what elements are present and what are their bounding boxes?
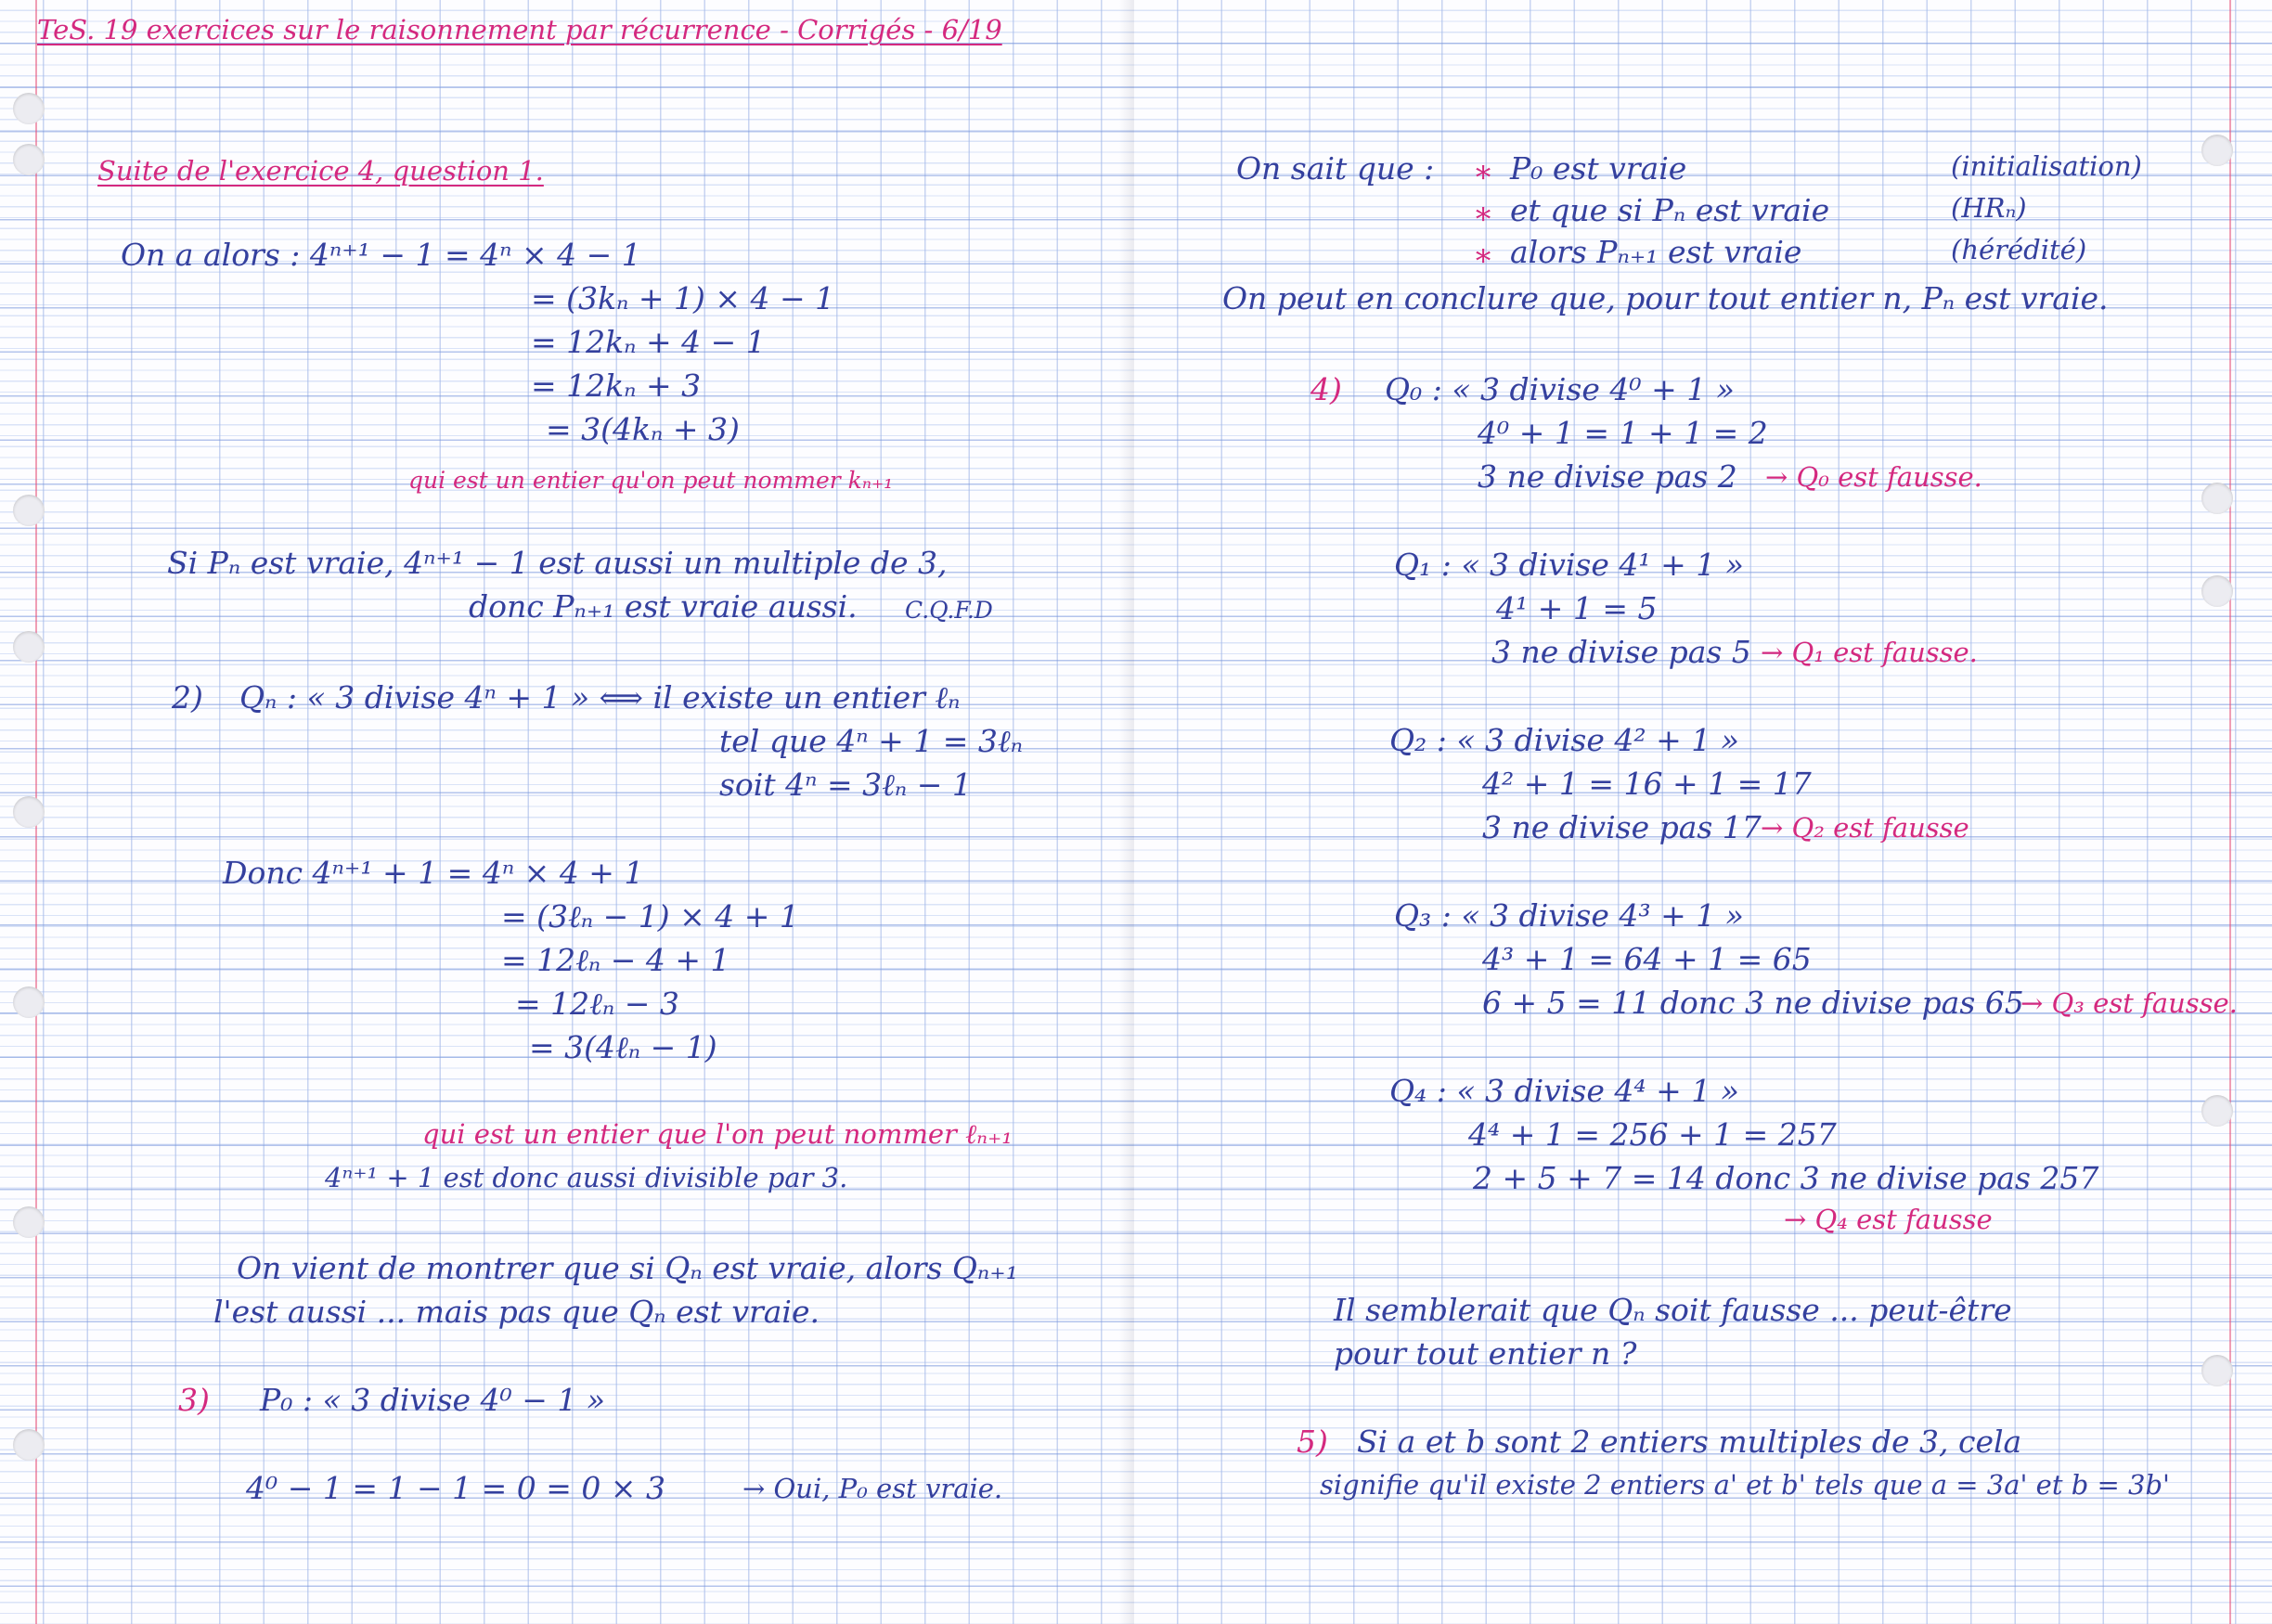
q2-line2: tel que 4ⁿ + 1 = 3ℓₙ — [719, 723, 1023, 759]
q1-line2: = (3kₙ + 1) × 4 − 1 — [531, 280, 835, 316]
recap-tag-3: (hérédité) — [1951, 234, 2087, 265]
recap-star-3: ∗ — [1473, 237, 1494, 273]
q5-line2: signifie qu'il existe 2 entiers a' et b' tels que a = 3a' et b = 3b' — [1320, 1469, 2171, 1501]
binder-hole — [13, 796, 45, 828]
q4-q3-result: → Q₃ est fausse. — [2020, 987, 2238, 1019]
binder-hole — [13, 144, 45, 175]
binder-hole — [13, 495, 45, 526]
q1-conclusion-2: donc Pₙ₊₁ est vraie aussi. — [469, 588, 858, 625]
q4-q4-head: Q₄ : « 3 divise 4⁴ + 1 » — [1389, 1073, 1739, 1109]
q4-guess-1: Il semblerait que Qₙ soit fausse ... peut-être — [1334, 1292, 2012, 1328]
q2-line1: Qₙ : « 3 divise 4ⁿ + 1 » ⟺ il existe un entier ℓₙ — [239, 679, 961, 715]
q4-q3-line1: 4³ + 1 = 64 + 1 = 65 — [1482, 941, 1812, 977]
binder-hole — [13, 1206, 45, 1238]
q3-line2: 4⁰ − 1 = 1 − 1 = 0 = 0 × 3 — [246, 1470, 665, 1506]
q4-q3-head: Q₃ : « 3 divise 4³ + 1 » — [1394, 897, 1744, 934]
binder-hole — [13, 93, 45, 124]
q2-number: 2) — [172, 679, 203, 715]
binder-hole — [2201, 483, 2233, 514]
page-title: TeS. 19 exercices sur le raisonnement par récurrence - Corrigés - 6/19 — [37, 14, 1002, 45]
q2-summary-1: On vient de montrer que si Qₙ est vraie, alors Qₙ₊₁ — [237, 1250, 1018, 1286]
q4-q4-line2: 2 + 5 + 7 = 14 donc 3 ne divise pas 257 — [1473, 1160, 2099, 1196]
q1-note: qui est un entier qu'on peut nommer kₙ₊₁ — [408, 467, 894, 494]
right-page — [1134, 0, 2272, 1624]
q2-donc-5: = 3(4ℓₙ − 1) — [529, 1029, 717, 1065]
q4-q1-line1: 4¹ + 1 = 5 — [1496, 590, 1658, 626]
q3-answer: → Oui, P₀ est vraie. — [742, 1473, 1003, 1504]
q2-note: qui est un entier que l'on peut nommer ℓₙ₊₁ — [422, 1118, 1013, 1150]
left-page — [0, 0, 1134, 1624]
section-heading: Suite de l'exercice 4, question 1. — [97, 155, 544, 187]
recap-item-2: et que si Pₙ est vraie — [1510, 192, 1830, 228]
q3-line1: P₀ : « 3 divise 4⁰ − 1 » — [260, 1382, 606, 1418]
recap-item-1: P₀ est vraie — [1510, 150, 1687, 187]
q3-number: 3) — [178, 1382, 210, 1418]
q4-q1-head: Q₁ : « 3 divise 4¹ + 1 » — [1394, 547, 1744, 583]
q4-q4-line1: 4⁴ + 1 = 256 + 1 = 257 — [1468, 1116, 1837, 1153]
q4-q2-line1: 4² + 1 = 16 + 1 = 17 — [1482, 766, 1812, 802]
recap-tag-2: (HRₙ) — [1951, 192, 2027, 224]
binder-hole — [13, 1429, 45, 1461]
q4-q2-result: → Q₂ est fausse — [1761, 812, 1969, 844]
binder-hole — [2201, 135, 2233, 166]
q1-line5: = 3(4kₙ + 3) — [546, 411, 740, 447]
q1-line3: = 12kₙ + 4 − 1 — [531, 324, 766, 360]
binder-hole — [2201, 575, 2233, 607]
q2-donc-2: = (3ℓₙ − 1) × 4 + 1 — [501, 898, 799, 934]
q4-q2-head: Q₂ : « 3 divise 4² + 1 » — [1389, 722, 1739, 758]
q1-conclusion-1: Si Pₙ est vraie, 4ⁿ⁺¹ − 1 est aussi un multiple de 3, — [167, 545, 948, 581]
recap-item-3: alors Pₙ₊₁ est vraie — [1510, 234, 1802, 270]
cqfd: C.Q.F.D — [905, 597, 993, 624]
recap-conclusion: On peut en conclure que, pour tout entier n, Pₙ est vraie. — [1222, 280, 2109, 316]
q4-q2-line2: 3 ne divise pas 17 — [1482, 809, 1762, 845]
binder-hole — [13, 986, 45, 1018]
q4-number: 4) — [1310, 371, 1342, 407]
recap-star-2: ∗ — [1473, 195, 1494, 231]
q4-q4-result: → Q₄ est fausse — [1784, 1204, 1993, 1235]
q2-line3: soit 4ⁿ = 3ℓₙ − 1 — [719, 767, 972, 803]
q4-guess-2: pour tout entier n ? — [1334, 1335, 1637, 1372]
q4-q3-line2: 6 + 5 = 11 donc 3 ne divise pas 65 — [1482, 985, 2024, 1021]
binder-hole — [13, 631, 45, 663]
q2-donc-4: = 12ℓₙ − 3 — [515, 986, 679, 1022]
q2-conclusion: 4ⁿ⁺¹ + 1 est donc aussi divisible par 3. — [325, 1162, 848, 1193]
q4-q1-line2: 3 ne divise pas 5 — [1491, 634, 1751, 670]
q4-q0-result: → Q₀ est fausse. — [1765, 461, 1982, 493]
q4-q0-line1: 4⁰ + 1 = 1 + 1 = 2 — [1478, 415, 1768, 451]
recap-lead: On sait que : — [1236, 150, 1435, 187]
q4-q0-line2: 3 ne divise pas 2 — [1478, 458, 1737, 495]
recap-star-1: ∗ — [1473, 153, 1494, 189]
binder-hole — [2201, 1355, 2233, 1386]
q5-number: 5) — [1297, 1424, 1328, 1460]
q1-line1: On a alors : 4ⁿ⁺¹ − 1 = 4ⁿ × 4 − 1 — [121, 237, 641, 273]
q4-q0-head: Q₀ : « 3 divise 4⁰ + 1 » — [1385, 371, 1735, 407]
q2-donc-1: Donc 4ⁿ⁺¹ + 1 = 4ⁿ × 4 + 1 — [223, 855, 644, 891]
q5-line1: Si a et b sont 2 entiers multiples de 3, cela — [1357, 1424, 2022, 1460]
recap-tag-1: (initialisation) — [1951, 150, 2142, 182]
q1-line4: = 12kₙ + 3 — [531, 367, 702, 404]
q2-donc-3: = 12ℓₙ − 4 + 1 — [501, 942, 730, 978]
q4-q1-result: → Q₁ est fausse. — [1761, 637, 1978, 668]
q2-summary-2: l'est aussi ... mais pas que Qₙ est vraie. — [213, 1294, 820, 1330]
binder-hole — [2201, 1095, 2233, 1127]
